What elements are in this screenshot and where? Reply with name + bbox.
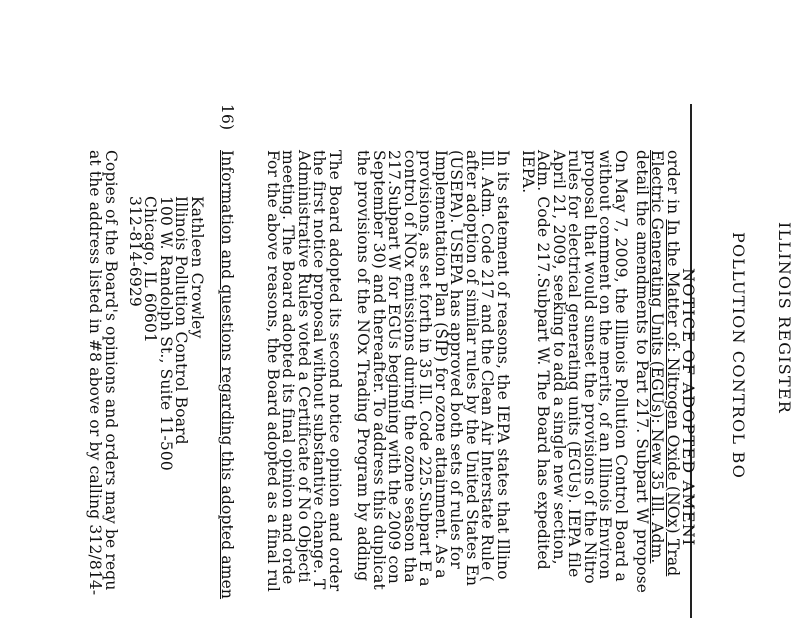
para2-line: 217.Subpart W for EGUs beginning with the 2009 con	[385, 150, 404, 584]
para3-line: Administrative Rules voted a Certificate of No Objecti	[295, 150, 313, 583]
para1-line: IEPA.	[519, 150, 537, 194]
paragraph-statement-of-reasons	[355, 150, 510, 590]
item-16-number: 16)	[218, 104, 236, 131]
closing-line: Copies of the Board's opinions and orders may be requ	[102, 150, 120, 591]
para1-line: April 21, 2009, seeking to add a single new section,	[550, 150, 568, 565]
para2-line: September 30) and thereafter. To address this duplicat	[370, 150, 388, 590]
para2-line: the provisions of the NOx Trading Program by adding	[354, 150, 373, 582]
contact-name: Kathleen Crowley	[188, 196, 206, 339]
para2-line: In its statement of reasons, the IEPA states that Illino	[494, 150, 512, 580]
closing-paragraph	[87, 150, 118, 595]
intro-line-2: Electric Generating Units (EGUs): New 35 Ill. Adm.	[648, 150, 667, 564]
intro-paragraph	[634, 150, 681, 593]
para2-line: (USEPA). USEPA has approved both sets of rules for	[447, 150, 466, 569]
contact-phone: 312-814-6929	[126, 196, 144, 307]
para1-line: Adm. Code 217.Subpart W. The Board has expedited	[534, 150, 553, 570]
intro-line-3: detail the amendments to Part 217. Subpart W propose	[633, 150, 651, 594]
item-16-text: Information and questions regarding this adopted amen	[218, 150, 236, 600]
paragraph-second-notice	[265, 150, 343, 592]
notice-title: NOTICE OF ADOPTED AMENI	[679, 268, 698, 547]
para2-line: control of NOx emissions during the ozone season tha	[401, 150, 419, 583]
para1-line: On May 7, 2009, the Illinois Pollution Control Board a	[612, 150, 630, 582]
contact-city: Chicago, IL 60601	[141, 196, 160, 344]
para1-line: rules for electrical generating units (EGUs). IEPA file	[565, 150, 584, 578]
para1-line: without comment on the merits, of an Illinois Environ	[596, 150, 615, 580]
para3-line: For the above reasons, the Board adopted as a final rul	[264, 150, 282, 593]
para2-line: after adoption of similar rules by the United States En	[463, 150, 481, 587]
contact-organization: Illinois Pollution Control Board	[172, 196, 191, 445]
para3-line: The Board adopted its second notice opinion and order	[326, 150, 344, 592]
case-title-underlined: In the Matter of: Nitrogen Oxide (NOx) Trad	[664, 219, 682, 577]
para1-line: proposal that would sunset the provisions of the Nitro	[581, 150, 599, 584]
contact-block	[127, 196, 205, 471]
para2-line: Ill. Adm. Code 217 and the Clean Air Interstate Rule (	[478, 150, 497, 582]
paragraph-may-7	[520, 150, 629, 584]
contact-street: 100 W. Randolph St., Suite 11-500	[157, 196, 175, 471]
intro-line-1: order in In the Matter of: Nitrogen Oxide (NOx) Trad	[664, 150, 682, 577]
para2-line: Implementation Plan (SIP) for ozone attainment. As a	[432, 150, 450, 579]
para3-line: the first notice proposal without substantive change. T	[310, 150, 329, 590]
para3-line: meeting. The Board adopted its final opinion and orde	[279, 150, 298, 585]
para2-line: provisions, as set forth in 35 Ill. Code 225.Subpart E a	[416, 150, 435, 587]
register-title: ILLINOIS REGISTER	[775, 222, 794, 414]
closing-line: at the address listed in #8 above or by calling 312/814-	[86, 150, 105, 596]
board-title: POLLUTION CONTROL BO	[729, 232, 748, 480]
